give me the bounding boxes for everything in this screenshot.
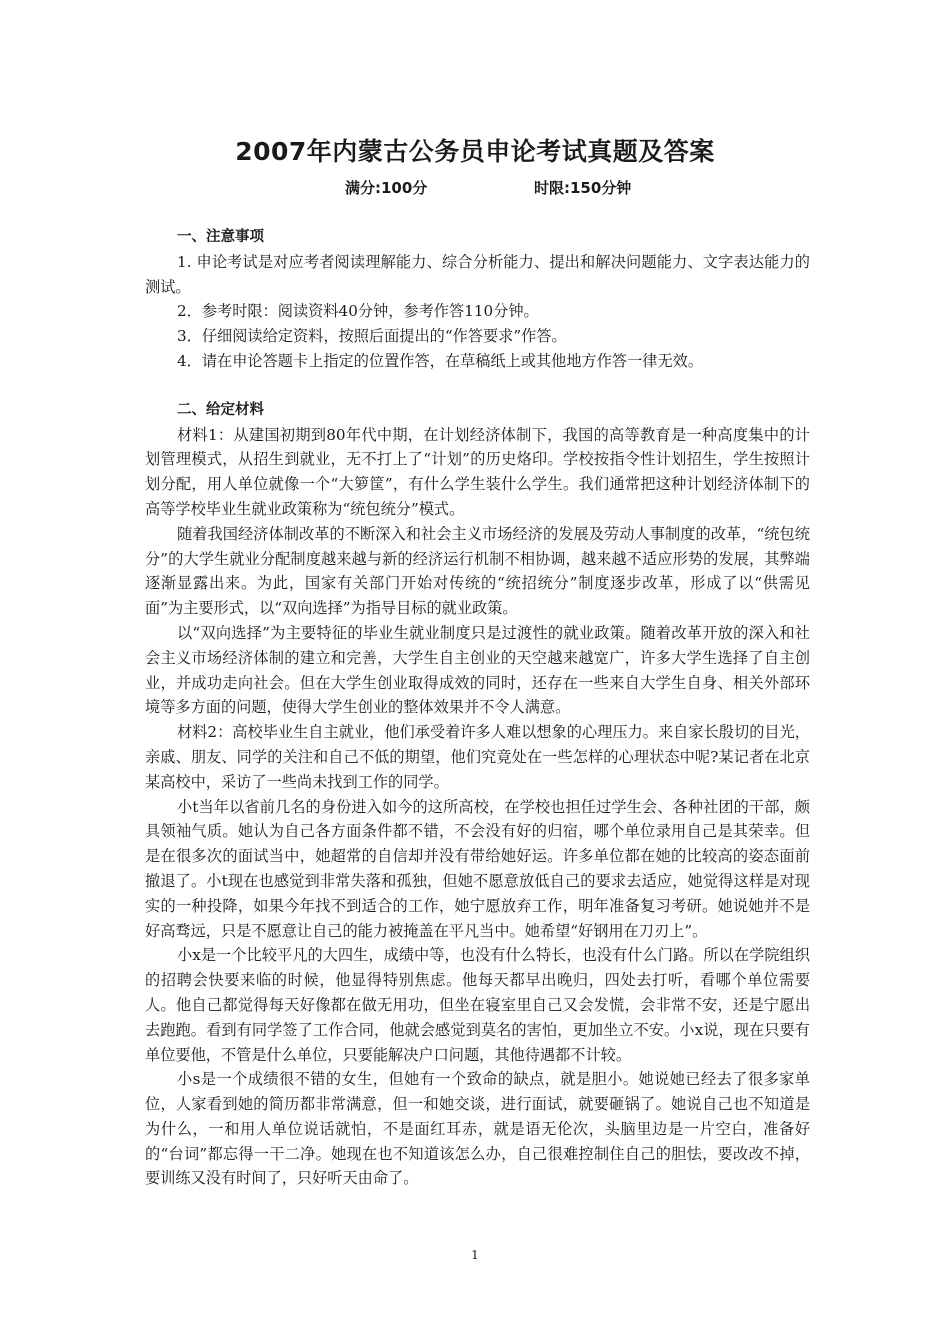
material-paragraph: 小s是一个成绩很不错的女生，但她有一个致命的缺点，就是胆小。她说她已经去了很多家单位，人家看到她的简历都非常满意，但一和她交谈，进行面试，就要砸锅了。她说自己也不知道是为什么，一和用人单位说话就怕，不是面红耳赤，就是语无伦次，头脑里边是一片空白，准备好的“台词”都忘得一干二净。她现在也不知道该怎么办，自己很难控制住自己的胆怯，要改改不掉，要训练又没有时间了，只好听天由命了。 xyxy=(145,1070,810,1188)
material-paragraph: 材料1：从建国初期到80年代中期，在计划经济体制下，我国的高等教育是一种高度集中的计划管理模式，从招生到就业，无不打上了“计划”的历史烙印。学校按指令性计划招生，学生按照计划分配，用人单位就像一个“大箩筐”，有什么学生装什么学生。我们通常把这种计划经济体制下的高等学校毕业生就业政策称为“统包统分”模式。 xyxy=(145,425,810,518)
score-label: 满分:100分 xyxy=(345,179,428,197)
notes-item: 4．请在申论答题卡上指定的位置作答，在草稿纸上或其他地方作答一律无效。 xyxy=(177,351,704,370)
notes-item: 2．参考时限：阅读资料40分钟，参考作答110分钟。 xyxy=(177,302,539,321)
material-paragraph: 以“双向选择”为主要特征的毕业生就业制度只是过渡性的就业政策。随着改革开放的深入和社会主义市场经济体制的建立和完善，大学生自主创业的天空越来越宽广，许多大学生选择了自主创业，并成功走向社会。但在大学生创业取得成效的同时，还存在一些来自大学生自身、相关外部环境等多方面的问题，使得大学生创业的整体效果并不令人满意。 xyxy=(145,623,810,717)
time-limit-label: 时限:150分钟 xyxy=(534,179,632,197)
section-heading-notes: 一、注意事项 xyxy=(177,229,264,245)
material-paragraph: 小t当年以省前几名的身份进入如今的这所高校，在学校也担任过学生会、各种社团的干部，颇具领袖气质。她认为自己各方面条件都不错，不会没有好的归宿，哪个单位录用自己是其荣幸。但是在很多次的面试当中，她超常的自信却并没有带给她好运。许多单位都在她的比较高的姿态面前撤退了。小t现在也感觉到非常失落和孤独，但她不愿意放低自己的要求去适应，她觉得这样是对现实的一种投降，如果今年找不到适合的工作，她宁愿放弃工作，明年准备复习考研。她说她并不是好高骛远，只是不愿意让自己的能力被掩盖在平凡当中。她希望“好钢用在刀刃上”。 xyxy=(145,797,810,940)
material-paragraph: 随着我国经济体制改革的不断深入和社会主义市场经济的发展及劳动人事制度的改革，“统包统分”的大学生就业分配制度越来越与新的经济运行机制不相协调，越来越不适应形势的发展，其弊端逐渐显露出来。为此，国家有关部门开始对传统的“统招统分”制度逐步改革，形成了以“供需见面”为主要形式，以“双向选择”为指导目标的就业政策。 xyxy=(145,524,810,618)
document-title: 2007年内蒙古公务员申论考试真题及答案 xyxy=(235,137,715,166)
section-heading-materials: 二、给定材料 xyxy=(177,401,264,418)
document-body xyxy=(145,225,810,1191)
material-paragraph: 材料2：高校毕业生自主就业，他们承受着许多人难以想象的心理压力。来自家长殷切的目光，亲戚、朋友、同学的关注和自己不低的期望，他们究竟处在一些怎样的心理状态中呢?某记者在北京某高校中，采访了一些尚未找到工作的同学。 xyxy=(145,723,810,791)
exam-meta xyxy=(0,177,950,199)
section-spacer xyxy=(145,374,810,398)
notes-item: 1. 申论考试是对应考者阅读理解能力、综合分析能力、提出和解决问题能力、文字表达能力的测试。 xyxy=(145,252,810,296)
page-number: 1 xyxy=(471,1248,479,1262)
notes-item: 3．仔细阅读给定资料，按照后面提出的“作答要求”作答。 xyxy=(177,327,567,346)
material-paragraph: 小x是一个比较平凡的大四生，成绩中等，也没有什么特长，也没有什么门路。所以在学院组织的招聘会快要来临的时候，他显得特别焦虑。他每天都早出晚归，四处去打听，看哪个单位需要人。他自己都觉得每天好像都在做无用功，但坐在寝室里自己又会发慌，会非常不安，还是宁愿出去跑跑。看到有同学签了工作合同，他就会感觉到莫名的害怕，更加坐立不安。小x说，现在只要有单位要他，不管是什么单位，只要能解决户口问题，其他待遇都不计较。 xyxy=(145,946,810,1064)
